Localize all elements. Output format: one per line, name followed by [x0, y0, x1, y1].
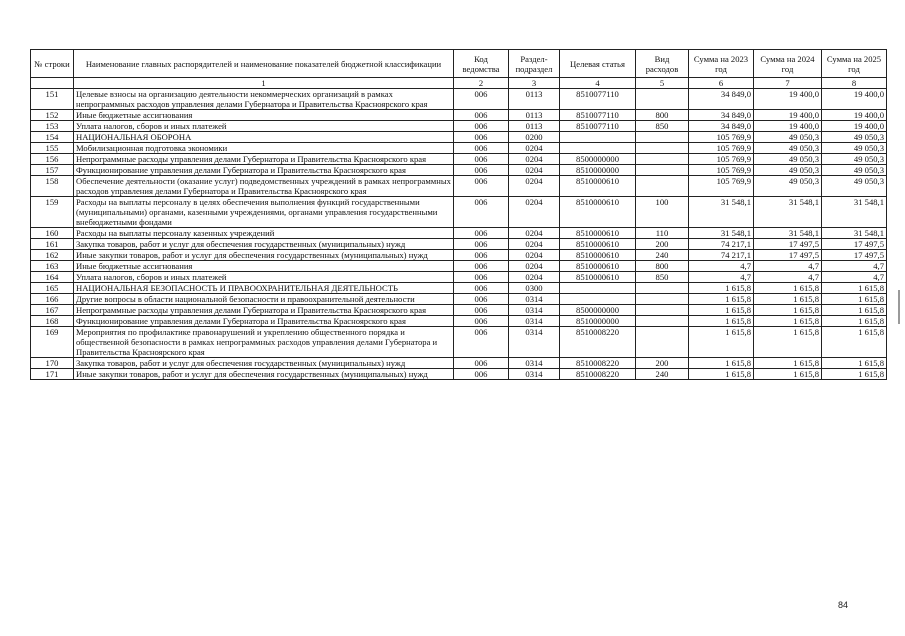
row-target: 8510000000 — [560, 316, 636, 327]
row-name: Функционирование управления делами Губернатора и Правительства Красноярского края — [74, 165, 454, 176]
row-dept-code: 006 — [454, 327, 509, 358]
table-row — [31, 272, 887, 283]
row-number: 154 — [31, 132, 74, 143]
row-number: 155 — [31, 143, 74, 154]
row-sum-2025: 1 615,8 — [822, 358, 887, 369]
row-target — [560, 283, 636, 294]
row-section: 0204 — [509, 143, 560, 154]
row-name: Уплата налогов, сборов и иных платежей — [74, 272, 454, 283]
column-number: 3 — [509, 78, 560, 89]
row-dept-code: 006 — [454, 283, 509, 294]
row-section: 0204 — [509, 165, 560, 176]
column-number: 6 — [689, 78, 754, 89]
header-sum-2025: Сумма на 2025 год — [822, 50, 887, 78]
row-sum-2025: 1 615,8 — [822, 369, 887, 380]
header-name: Наименование главных распорядителей и наименование показателей бюджетной классификации — [74, 50, 454, 78]
row-dept-code: 006 — [454, 272, 509, 283]
row-name: Мероприятия по профилактике правонарушений и укреплению общественного порядка и общественной безопасности в рамках непрограммных расходов управления делами Губернатора и Правительства Красноярского края — [74, 327, 454, 358]
table-row — [31, 132, 887, 143]
row-target: 8510008220 — [560, 358, 636, 369]
row-dept-code: 006 — [454, 154, 509, 165]
table-row — [31, 239, 887, 250]
row-section: 0204 — [509, 272, 560, 283]
column-number-row — [31, 78, 887, 89]
row-number: 162 — [31, 250, 74, 261]
table-row — [31, 228, 887, 239]
row-target: 8510077110 — [560, 89, 636, 110]
row-dept-code: 006 — [454, 294, 509, 305]
row-sum-2023: 105 769,9 — [689, 176, 754, 197]
row-target — [560, 294, 636, 305]
row-sum-2025: 49 050,3 — [822, 176, 887, 197]
table-row — [31, 327, 887, 358]
row-exp-type — [636, 89, 689, 110]
row-name: Иные закупки товаров, работ и услуг для обеспечения государственных (муниципальных) нужд — [74, 369, 454, 380]
table-row — [31, 305, 887, 316]
row-sum-2023: 105 769,9 — [689, 165, 754, 176]
row-dept-code: 006 — [454, 228, 509, 239]
row-name: Иные бюджетные ассигнования — [74, 261, 454, 272]
row-sum-2023: 105 769,9 — [689, 143, 754, 154]
row-name: НАЦИОНАЛЬНАЯ БЕЗОПАСНОСТЬ И ПРАВООХРАНИТЕЛЬНАЯ ДЕЯТЕЛЬНОСТЬ — [74, 283, 454, 294]
row-name: Другие вопросы в области национальной безопасности и правоохранительной деятельности — [74, 294, 454, 305]
row-dept-code: 006 — [454, 143, 509, 154]
row-section: 0314 — [509, 358, 560, 369]
row-sum-2023: 1 615,8 — [689, 358, 754, 369]
row-sum-2024: 49 050,3 — [754, 165, 822, 176]
row-target: 8510000610 — [560, 228, 636, 239]
row-section: 0204 — [509, 250, 560, 261]
row-name: Непрограммные расходы управления делами Губернатора и Правительства Красноярского края — [74, 154, 454, 165]
row-sum-2024: 49 050,3 — [754, 132, 822, 143]
row-name: Иные бюджетные ассигнования — [74, 110, 454, 121]
page-number: 84 — [838, 600, 849, 610]
row-sum-2025: 49 050,3 — [822, 154, 887, 165]
row-target: 8510008220 — [560, 369, 636, 380]
row-dept-code: 006 — [454, 261, 509, 272]
row-name: Уплата налогов, сборов и иных платежей — [74, 121, 454, 132]
row-section: 0314 — [509, 369, 560, 380]
column-number — [31, 78, 74, 89]
row-exp-type: 850 — [636, 272, 689, 283]
header-target: Целевая статья — [560, 50, 636, 78]
row-sum-2025: 19 400,0 — [822, 110, 887, 121]
column-number: 1 — [74, 78, 454, 89]
row-sum-2025: 1 615,8 — [822, 294, 887, 305]
row-target: 8510000610 — [560, 239, 636, 250]
row-section: 0113 — [509, 110, 560, 121]
row-exp-type: 110 — [636, 228, 689, 239]
row-number: 171 — [31, 369, 74, 380]
row-sum-2024: 1 615,8 — [754, 294, 822, 305]
row-sum-2025: 1 615,8 — [822, 327, 887, 358]
row-number: 163 — [31, 261, 74, 272]
row-name: Обеспечение деятельности (оказание услуг) подведомственных учреждений в рамках непрограммных расходов управления делами Губернатора и Правительства Красноярского края — [74, 176, 454, 197]
row-sum-2025: 1 615,8 — [822, 316, 887, 327]
table-row — [31, 154, 887, 165]
row-sum-2023: 105 769,9 — [689, 154, 754, 165]
row-sum-2023: 1 615,8 — [689, 283, 754, 294]
row-name: Мобилизационная подготовка экономики — [74, 143, 454, 154]
row-dept-code: 006 — [454, 358, 509, 369]
row-exp-type — [636, 154, 689, 165]
row-section: 0204 — [509, 239, 560, 250]
row-exp-type — [636, 305, 689, 316]
row-sum-2024: 49 050,3 — [754, 176, 822, 197]
row-sum-2025: 31 548,1 — [822, 197, 887, 228]
column-number: 4 — [560, 78, 636, 89]
row-target: 8510000610 — [560, 197, 636, 228]
row-section: 0314 — [509, 294, 560, 305]
row-sum-2024: 19 400,0 — [754, 89, 822, 110]
row-number: 165 — [31, 283, 74, 294]
row-dept-code: 006 — [454, 305, 509, 316]
row-sum-2023: 74 217,1 — [689, 239, 754, 250]
row-exp-type: 200 — [636, 239, 689, 250]
header-sum-2024: Сумма на 2024 год — [754, 50, 822, 78]
header-sum-2023: Сумма на 2023 год — [689, 50, 754, 78]
row-sum-2023: 1 615,8 — [689, 327, 754, 358]
row-exp-type — [636, 143, 689, 154]
row-number: 156 — [31, 154, 74, 165]
row-sum-2024: 1 615,8 — [754, 316, 822, 327]
header-exp-type: Вид расходов — [636, 50, 689, 78]
row-sum-2023: 1 615,8 — [689, 316, 754, 327]
row-section: 0204 — [509, 261, 560, 272]
table-row — [31, 358, 887, 369]
table-header-row — [31, 50, 887, 78]
row-number: 157 — [31, 165, 74, 176]
table-row — [31, 110, 887, 121]
row-sum-2023: 1 615,8 — [689, 294, 754, 305]
row-sum-2024: 1 615,8 — [754, 283, 822, 294]
row-sum-2024: 1 615,8 — [754, 327, 822, 358]
table-row — [31, 283, 887, 294]
row-sum-2024: 1 615,8 — [754, 358, 822, 369]
row-section: 0204 — [509, 228, 560, 239]
table-row — [31, 165, 887, 176]
row-sum-2024: 19 400,0 — [754, 121, 822, 132]
row-exp-type — [636, 165, 689, 176]
row-sum-2025: 4,7 — [822, 272, 887, 283]
row-dept-code: 006 — [454, 89, 509, 110]
row-exp-type: 200 — [636, 358, 689, 369]
row-target: 8510000610 — [560, 272, 636, 283]
row-sum-2023: 31 548,1 — [689, 197, 754, 228]
column-number: 8 — [822, 78, 887, 89]
row-target — [560, 143, 636, 154]
row-sum-2023: 74 217,1 — [689, 250, 754, 261]
column-number: 2 — [454, 78, 509, 89]
column-number: 7 — [754, 78, 822, 89]
row-target: 8500000000 — [560, 305, 636, 316]
row-sum-2025: 49 050,3 — [822, 143, 887, 154]
header-row-no: № строки — [31, 50, 74, 78]
row-number: 169 — [31, 327, 74, 358]
row-sum-2024: 17 497,5 — [754, 239, 822, 250]
row-section: 0204 — [509, 154, 560, 165]
row-name: Закупка товаров, работ и услуг для обеспечения государственных (муниципальных) нужд — [74, 239, 454, 250]
row-name: Закупка товаров, работ и услуг для обеспечения государственных (муниципальных) нужд — [74, 358, 454, 369]
row-number: 168 — [31, 316, 74, 327]
row-dept-code: 006 — [454, 316, 509, 327]
table-row — [31, 369, 887, 380]
row-name: Иные закупки товаров, работ и услуг для обеспечения государственных (муниципальных) нужд — [74, 250, 454, 261]
row-section: 0204 — [509, 197, 560, 228]
row-dept-code: 006 — [454, 239, 509, 250]
row-section: 0314 — [509, 327, 560, 358]
table-row — [31, 176, 887, 197]
table-row — [31, 316, 887, 327]
row-section: 0204 — [509, 176, 560, 197]
row-sum-2023: 1 615,8 — [689, 369, 754, 380]
row-section: 0113 — [509, 121, 560, 132]
row-exp-type: 240 — [636, 250, 689, 261]
row-number: 167 — [31, 305, 74, 316]
row-exp-type — [636, 327, 689, 358]
row-section: 0314 — [509, 305, 560, 316]
row-number: 158 — [31, 176, 74, 197]
row-section: 0314 — [509, 316, 560, 327]
table-row — [31, 121, 887, 132]
row-sum-2023: 34 849,0 — [689, 89, 754, 110]
row-name: НАЦИОНАЛЬНАЯ ОБОРОНА — [74, 132, 454, 143]
row-name: Расходы на выплаты персоналу казенных учреждений — [74, 228, 454, 239]
row-section: 0200 — [509, 132, 560, 143]
row-sum-2023: 4,7 — [689, 272, 754, 283]
budget-table — [30, 49, 887, 380]
table-row — [31, 250, 887, 261]
row-sum-2025: 19 400,0 — [822, 89, 887, 110]
row-dept-code: 006 — [454, 121, 509, 132]
row-name: Функционирование управления делами Губернатора и Правительства Красноярского края — [74, 316, 454, 327]
table-row — [31, 197, 887, 228]
row-name: Расходы на выплаты персоналу в целях обеспечения выполнения функций государственными (муниципальными) органами, казенными учреждениями, органами управления государственными внебюджетными фондами — [74, 197, 454, 228]
row-sum-2025: 31 548,1 — [822, 228, 887, 239]
row-sum-2025: 49 050,3 — [822, 165, 887, 176]
row-sum-2023: 34 849,0 — [689, 110, 754, 121]
table-row — [31, 261, 887, 272]
row-name: Непрограммные расходы управления делами Губернатора и Правительства Красноярского края — [74, 305, 454, 316]
row-number: 153 — [31, 121, 74, 132]
row-number: 161 — [31, 239, 74, 250]
scan-artifact — [898, 290, 900, 324]
row-sum-2023: 31 548,1 — [689, 228, 754, 239]
row-sum-2024: 4,7 — [754, 272, 822, 283]
row-exp-type: 240 — [636, 369, 689, 380]
row-target: 8510008220 — [560, 327, 636, 358]
row-sum-2024: 17 497,5 — [754, 250, 822, 261]
row-sum-2023: 1 615,8 — [689, 305, 754, 316]
row-sum-2024: 1 615,8 — [754, 369, 822, 380]
row-number: 170 — [31, 358, 74, 369]
table-row — [31, 294, 887, 305]
row-sum-2024: 49 050,3 — [754, 143, 822, 154]
row-sum-2025: 1 615,8 — [822, 305, 887, 316]
row-sum-2023: 4,7 — [689, 261, 754, 272]
row-sum-2023: 105 769,9 — [689, 132, 754, 143]
row-dept-code: 006 — [454, 110, 509, 121]
row-target: 8510000610 — [560, 261, 636, 272]
row-sum-2025: 17 497,5 — [822, 239, 887, 250]
row-target: 8510000610 — [560, 176, 636, 197]
row-sum-2024: 31 548,1 — [754, 228, 822, 239]
row-target — [560, 132, 636, 143]
row-dept-code: 006 — [454, 197, 509, 228]
row-target: 8510077110 — [560, 121, 636, 132]
row-target: 8510000000 — [560, 165, 636, 176]
table-row — [31, 143, 887, 154]
row-exp-type: 800 — [636, 261, 689, 272]
row-sum-2025: 19 400,0 — [822, 121, 887, 132]
row-dept-code: 006 — [454, 165, 509, 176]
row-number: 166 — [31, 294, 74, 305]
row-sum-2024: 1 615,8 — [754, 305, 822, 316]
row-exp-type: 800 — [636, 110, 689, 121]
row-number: 160 — [31, 228, 74, 239]
row-exp-type — [636, 132, 689, 143]
row-dept-code: 006 — [454, 132, 509, 143]
row-sum-2024: 4,7 — [754, 261, 822, 272]
row-dept-code: 006 — [454, 176, 509, 197]
row-exp-type: 850 — [636, 121, 689, 132]
row-section: 0300 — [509, 283, 560, 294]
row-number: 151 — [31, 89, 74, 110]
row-exp-type — [636, 294, 689, 305]
header-dept-code: Код ведомства — [454, 50, 509, 78]
row-sum-2025: 17 497,5 — [822, 250, 887, 261]
column-number: 5 — [636, 78, 689, 89]
row-number: 152 — [31, 110, 74, 121]
row-sum-2025: 4,7 — [822, 261, 887, 272]
row-sum-2024: 19 400,0 — [754, 110, 822, 121]
row-exp-type — [636, 316, 689, 327]
row-number: 159 — [31, 197, 74, 228]
row-target: 8510077110 — [560, 110, 636, 121]
row-name: Целевые взносы на организацию деятельности некоммерческих организаций в рамках непрограммных расходов управления делами Губернатора и Правительства Красноярского края — [74, 89, 454, 110]
row-section: 0113 — [509, 89, 560, 110]
row-dept-code: 006 — [454, 250, 509, 261]
table-row — [31, 89, 887, 110]
row-sum-2023: 34 849,0 — [689, 121, 754, 132]
row-dept-code: 006 — [454, 369, 509, 380]
row-sum-2024: 49 050,3 — [754, 154, 822, 165]
row-number: 164 — [31, 272, 74, 283]
row-sum-2025: 49 050,3 — [822, 132, 887, 143]
row-target: 8510000610 — [560, 250, 636, 261]
row-sum-2024: 31 548,1 — [754, 197, 822, 228]
header-section: Раздел-подраздел — [509, 50, 560, 78]
row-exp-type — [636, 283, 689, 294]
row-target: 8500000000 — [560, 154, 636, 165]
row-exp-type — [636, 176, 689, 197]
row-exp-type: 100 — [636, 197, 689, 228]
row-sum-2025: 1 615,8 — [822, 283, 887, 294]
